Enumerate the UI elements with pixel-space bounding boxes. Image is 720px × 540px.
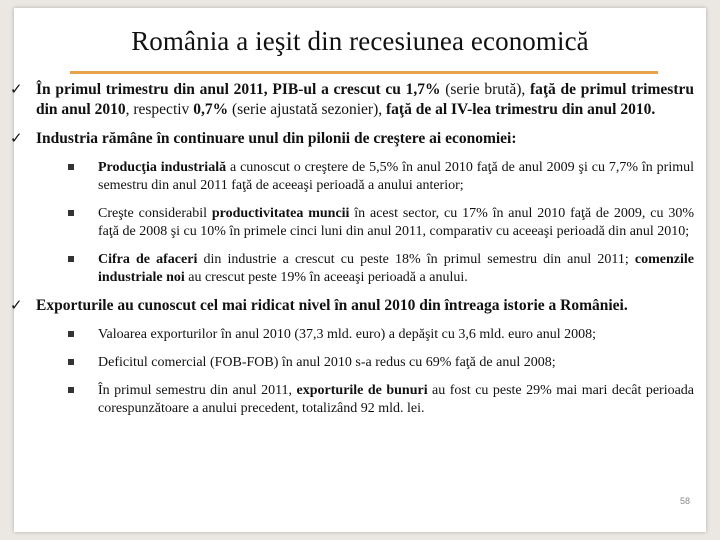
sub-bullet-item — [10, 205, 694, 241]
square-bullet-icon — [68, 359, 74, 365]
checkmark-icon: ✓ — [10, 82, 23, 98]
sub-bullet-text — [98, 205, 694, 241]
bullet-text — [36, 129, 694, 149]
bullet-text — [36, 80, 694, 120]
sub-bullet-item — [10, 326, 694, 344]
square-bullet-icon — [68, 331, 74, 337]
bullet-segment: Industria rămâne în continuare unul din pilonii de creştere ai economiei: — [36, 130, 517, 147]
bullet-segment: , respectiv — [125, 101, 194, 118]
square-bullet-icon — [68, 210, 74, 216]
bullet-segment: din industrie a crescut cu peste 18% în primul semestru din anul 2011; — [197, 252, 635, 267]
square-bullet-icon — [68, 164, 74, 170]
bullet-segment: a cunoscut o creştere de 5,5% în anul 2010 faţă de anul 2009 şi cu 7,7% în primul semestru din anul 2011 faţă de aceeaşi perioadă a anului anterior; — [98, 160, 695, 193]
bullet-segment: Valoarea exporturilor în anul 2010 (37,3 mld. euro) a depăşit cu 3,6 mld. euro anul 2008; — [98, 327, 597, 342]
square-bullet-icon — [68, 387, 74, 393]
bullet-segment: (serie ajustată sezonier), — [228, 101, 386, 118]
page-number: 58 — [679, 496, 690, 506]
bullet-segment: Deficitul comercial (FOB-FOB) în anul 2010 s-a redus cu 69% faţă de anul 2008; — [98, 355, 556, 370]
checkmark-icon: ✓ — [10, 131, 23, 147]
sub-bullet-text — [98, 326, 694, 344]
square-bullet-icon — [68, 256, 74, 262]
bullet-segment: În primul trimestru din anul 2011, PIB-ul a crescut cu 1,7% — [36, 81, 441, 98]
bullet-segment: 0,7% — [193, 101, 229, 118]
bullet-item — [10, 80, 694, 120]
title-underline — [70, 71, 658, 74]
bullet-segment: Creşte considerabil — [98, 206, 212, 221]
sub-bullet-item — [10, 251, 694, 287]
checkmark-icon: ✓ — [10, 298, 23, 314]
bullet-segment: În primul semestru din anul 2011, — [98, 383, 297, 398]
bullet-segment: faţă de al IV-lea trimestru din anul 2010. — [386, 101, 656, 118]
bullet-segment: faţă de primul trimestru din anul 2010 — [36, 81, 694, 118]
sub-bullet-text — [98, 382, 694, 418]
sub-bullet-item — [10, 382, 694, 418]
bullet-segment: Cifra de afaceri — [98, 252, 198, 267]
sub-bullet-text — [98, 159, 694, 195]
bullet-text — [36, 296, 694, 316]
bullet-segment: au fost cu peste 29% mai mari decât perioada corespunzătoare a anului precedent, totalizând 92 mld. lei. — [98, 383, 695, 416]
bullet-segment: Producţia industrială — [98, 160, 227, 175]
bullet-item — [10, 129, 694, 149]
bullet-segment: productivitatea muncii — [211, 206, 350, 221]
bullet-segment: în acest sector, cu 17% în anul 2010 faţă de 2009, cu 30% faţă de 2008 şi cu 10% în primele cinci luni din anul 2011, comparativ cu aceeaşi perioadă din anul 2010; — [98, 206, 694, 239]
bullet-segment: Exporturile au cunoscut cel mai ridicat nivel în anul 2010 din întreaga istorie a României. — [36, 297, 628, 314]
bullet-segment: comenzile industriale noi — [98, 252, 694, 285]
sub-bullet-text — [98, 251, 694, 287]
sub-bullet-item — [10, 159, 694, 195]
bullet-segment: (serie brută), — [440, 81, 530, 98]
bullet-item — [10, 296, 694, 316]
bullet-segment: exporturile de bunuri — [296, 383, 428, 398]
bullet-list — [10, 80, 694, 418]
sub-bullet-text — [98, 354, 694, 372]
bullet-segment: au crescut peste 19% în aceeaşi perioadă a anului. — [184, 270, 468, 285]
sub-bullet-item — [10, 354, 694, 372]
page-title: România a ieşit din recesiunea economică — [131, 26, 589, 56]
